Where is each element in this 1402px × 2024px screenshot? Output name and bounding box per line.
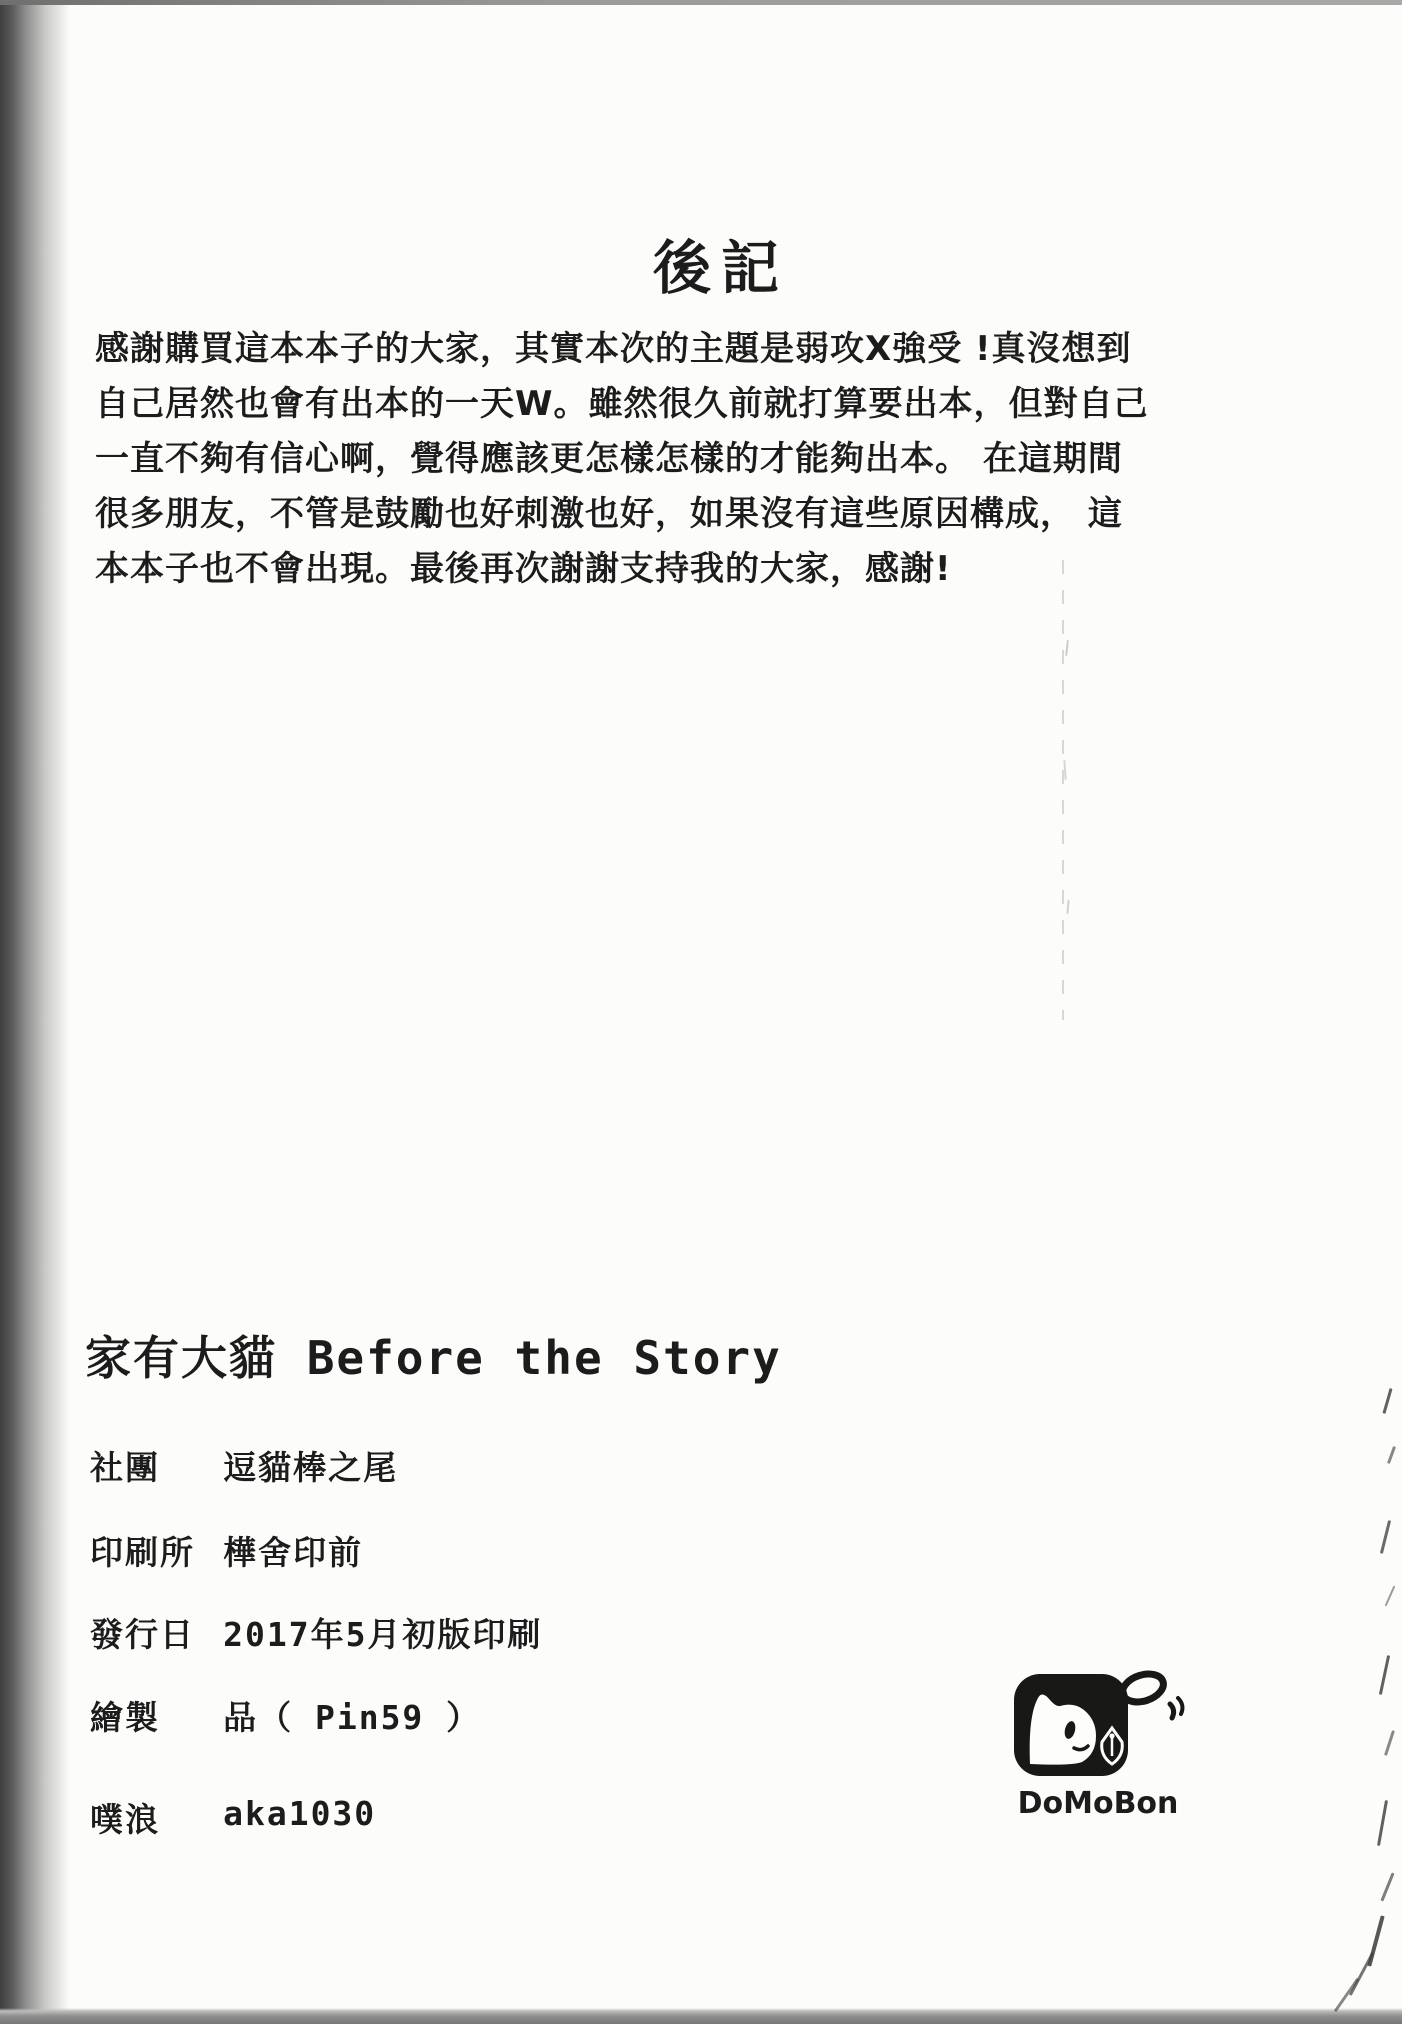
credit-label: 印刷所 <box>90 1533 195 1572</box>
book-title: 家有大貓 Before the Story <box>85 1331 782 1385</box>
credit-label: 噗浪 <box>90 1800 160 1839</box>
afterword-line: 感謝購買這本本子的大家，其實本次的主題是弱攻X強受 !真沒想到 <box>95 329 1132 369</box>
publisher-logo <box>1008 1668 1188 1833</box>
scan-scratch <box>1063 760 1066 780</box>
domobon-cat-pen-icon <box>1008 1668 1188 1788</box>
credit-value: 逗貓棒之尾 <box>223 1448 399 1487</box>
scan-edge-bottom <box>0 2008 1402 2024</box>
credit-label: 繪製 <box>90 1698 160 1737</box>
credit-row-printer <box>90 1527 363 1574</box>
scan-scratch <box>1377 1800 1388 1846</box>
afterword-line: 一直不夠有信心啊，覺得應該更怎樣怎樣的才能夠出本。 在這期間 <box>95 439 1123 479</box>
credit-value: 2017年5月初版印刷 <box>223 1615 543 1654</box>
scan-scratch <box>1382 1388 1392 1414</box>
scan-scratch <box>1387 1446 1396 1464</box>
credit-row-circle <box>90 1442 398 1489</box>
scan-scratch <box>1066 900 1069 914</box>
afterword-line: 很多朋友，不管是鼓勵也好刺激也好，如果沒有這些原因構成， 這 <box>95 494 1123 534</box>
credit-row-artist <box>90 1692 481 1739</box>
scan-scratch <box>1065 640 1069 656</box>
afterword-line: 自己居然也會有出本的一天W。雖然很久前就打算要出本，但對自己 <box>95 384 1149 424</box>
scan-edge-top <box>0 0 1402 5</box>
credit-row-publish-date <box>90 1609 542 1656</box>
publisher-name: DoMoBon <box>1017 1786 1179 1821</box>
scan-scratch <box>1380 1873 1394 1902</box>
afterword-line: 本本子也不會出現。最後再次謝謝支持我的大家，感謝! <box>95 549 952 589</box>
credit-value: 樺舍印前 <box>223 1533 364 1572</box>
scan-scratch <box>1384 1730 1395 1756</box>
credit-value: aka1030 <box>223 1794 377 1833</box>
scan-scratch <box>1385 1586 1396 1607</box>
scan-scratch <box>1380 1520 1391 1554</box>
scan-crease-line <box>1062 560 1064 1020</box>
credit-row-plurk <box>90 1794 376 1841</box>
afterword-title: 後記 <box>652 233 789 302</box>
afterword-paragraph <box>95 322 1149 597</box>
credit-label: 社團 <box>90 1448 160 1487</box>
scan-scratch <box>1379 1655 1390 1695</box>
scan-scratch <box>1349 1952 1374 1996</box>
credit-value: 品（ Pin59 ） <box>223 1698 482 1737</box>
credit-label: 發行日 <box>90 1615 195 1654</box>
